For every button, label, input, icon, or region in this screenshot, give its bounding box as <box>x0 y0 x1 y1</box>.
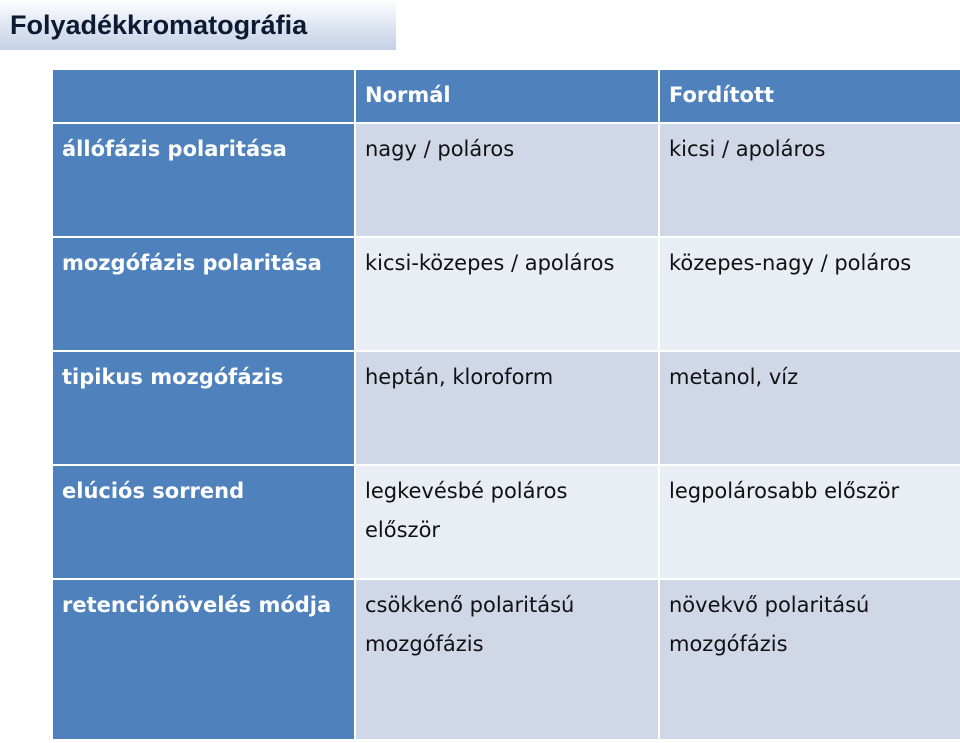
normal-cell: kicsi-közepes / apoláros <box>356 238 658 350</box>
normal-cell: heptán, kloroform <box>356 352 658 464</box>
table-row <box>53 466 960 578</box>
normal-cell: nagy / poláros <box>356 124 658 236</box>
page-title: Folyadékkromatográfia <box>10 9 308 40</box>
header-cell-normal: Normál <box>356 70 658 122</box>
table-row <box>53 238 960 350</box>
row-label: tipikus mozgófázis <box>53 352 354 464</box>
comparison-table <box>51 68 960 741</box>
table-row <box>53 124 960 236</box>
row-label: retenciónövelés módja <box>53 580 354 739</box>
normal-cell: csökkenő polaritású mozgófázis <box>356 580 658 739</box>
reversed-cell: kicsi / apoláros <box>660 124 960 236</box>
reversed-cell: metanol, víz <box>660 352 960 464</box>
row-label: mozgófázis polaritása <box>53 238 354 350</box>
table-header-row <box>53 70 960 122</box>
row-label: állófázis polaritása <box>53 124 354 236</box>
reversed-cell: növekvő polaritású mozgófázis <box>660 580 960 739</box>
table-row <box>53 580 960 739</box>
reversed-cell: legpolárosabb először <box>660 466 960 578</box>
reversed-cell: közepes-nagy / poláros <box>660 238 960 350</box>
normal-cell: legkevésbé poláros először <box>356 466 658 578</box>
title-banner <box>0 0 396 50</box>
table-row <box>53 352 960 464</box>
row-label: elúciós sorrend <box>53 466 354 578</box>
header-cell-empty <box>53 70 354 122</box>
header-cell-reversed: Fordított <box>660 70 960 122</box>
